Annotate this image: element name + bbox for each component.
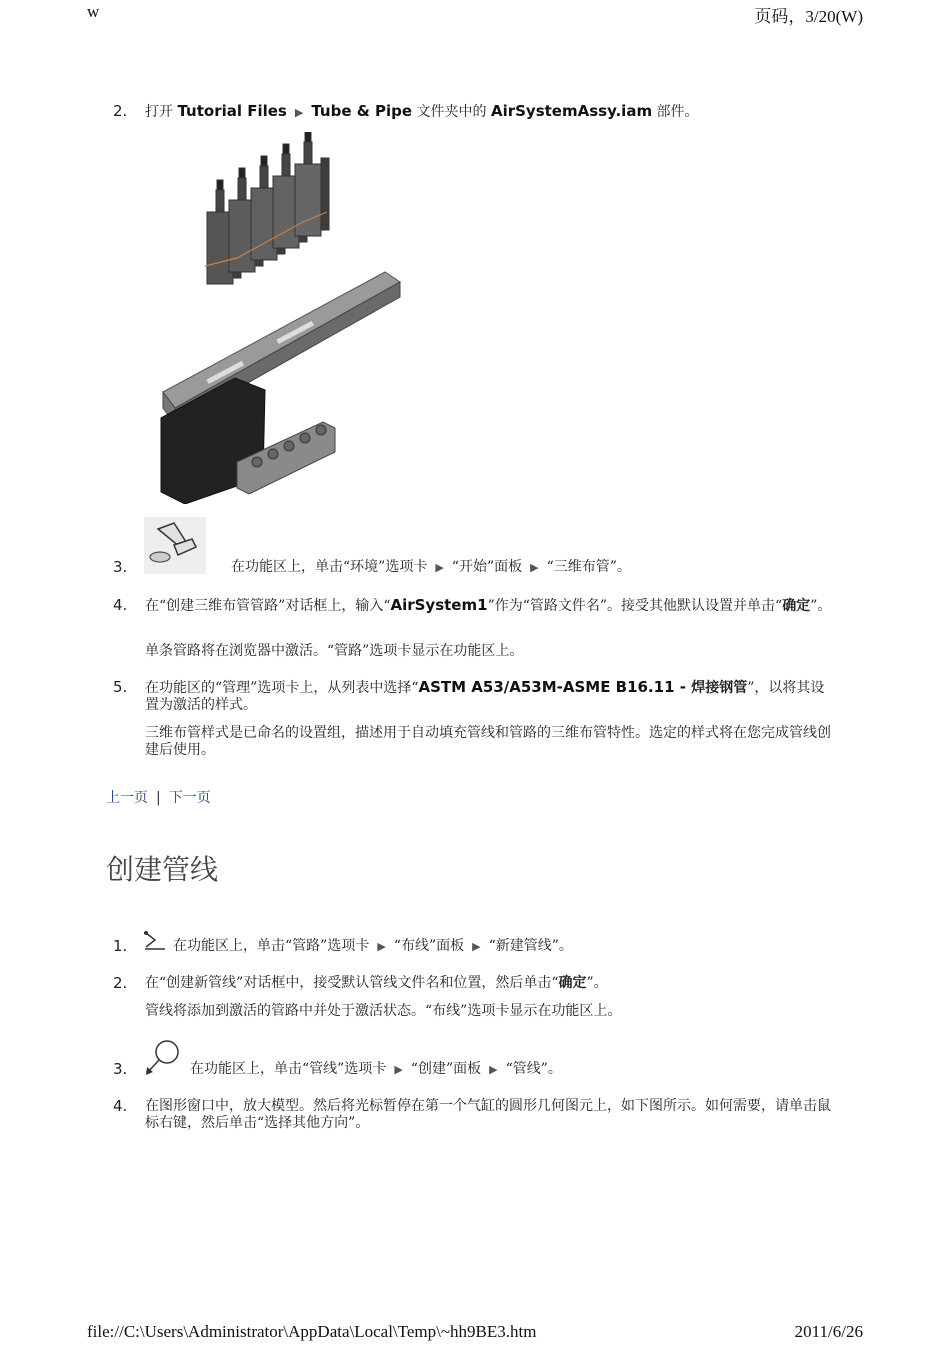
- step-number: 3.: [113, 1060, 128, 1078]
- route-pipe-icon[interactable]: [143, 1038, 183, 1083]
- step-text: 在“创建新管线”对话框中，接受默认管线文件名和位置，然后单击“: [145, 975, 559, 991]
- folder-tutorial-files: Tutorial Files: [177, 102, 287, 120]
- step-number: 4.: [113, 596, 128, 614]
- style-name: ASTM A53/A53M-ASME B16.11 -: [418, 678, 692, 696]
- route-step-2: [113, 975, 833, 995]
- step-text: 在“创建三维布管管路”对话框上，输入“: [145, 598, 391, 614]
- step-text: “创建”面板: [410, 1061, 482, 1077]
- route-step-4: [113, 1098, 833, 1138]
- step-5-note: 三维布管样式是已命名的设置组，描述用于自动填充管线和管路的三维布管特性。选定的样式将在您完成管线创建后使用。: [145, 725, 831, 758]
- step-text: 在功能区上，单击“环境”选项卡: [231, 559, 428, 575]
- run-file-name: AirSystem1: [390, 596, 488, 614]
- step-text: 在功能区上，单击“管线”选项卡: [190, 1061, 387, 1077]
- arrow-icon: ▶: [377, 940, 386, 953]
- step-text: 打开: [145, 104, 178, 120]
- header-left: w: [87, 2, 100, 21]
- assembly-file-name: AirSystemAssy.iam: [490, 102, 653, 120]
- step-text: ”。: [586, 975, 608, 991]
- step-5: [113, 679, 833, 719]
- arrow-icon: ▶: [394, 1063, 403, 1076]
- step-text: “布线”面板: [393, 938, 465, 954]
- footer-file-path: file://C:\Users\Administrator\AppData\Local\Temp\~hh9BE3.htm: [87, 1322, 537, 1341]
- step-4-note: 单条管路将在浏览器中激活。“管路”选项卡显示在功能区上。: [145, 643, 524, 659]
- step-text: ”作为“管路文件名”。接受其他默认设置并单击“: [487, 598, 783, 614]
- arrow-icon: ▶: [530, 561, 539, 574]
- route-step-2-note: 管线将添加到激活的管路中并处于激活状态。“布线”选项卡显示在功能区上。: [145, 1003, 622, 1019]
- prev-page-link[interactable]: 上一页: [106, 790, 148, 806]
- nav-divider: |: [156, 790, 161, 806]
- step-2: [113, 103, 833, 123]
- style-name-cn: 焊接钢管: [691, 680, 748, 696]
- step-text: ”，以将其设置为激活的样式。: [145, 680, 825, 713]
- new-route-icon[interactable]: [143, 930, 167, 957]
- step-number: 4.: [113, 1097, 128, 1115]
- arrow-icon: ▶: [489, 1063, 498, 1076]
- route-step-1: [113, 930, 833, 954]
- step-number: 2.: [113, 974, 128, 992]
- ok-label: 确定: [558, 975, 587, 991]
- step-text: ”。: [810, 598, 832, 614]
- step-text: 部件。: [652, 104, 699, 120]
- step-text: 在功能区的“管理”选项卡上，从列表中选择“: [145, 680, 419, 696]
- step-number: 5.: [113, 678, 128, 696]
- step-text: “三维布管”。: [546, 559, 631, 575]
- step-number: 3.: [113, 558, 128, 576]
- next-page-link[interactable]: 下一页: [168, 790, 211, 806]
- route-step-3: [113, 1038, 833, 1078]
- step-text: 在功能区上，单击“管路”选项卡: [173, 938, 370, 954]
- page-nav: [106, 787, 211, 807]
- step-text: “开始”面板: [451, 559, 523, 575]
- arrow-icon: ▶: [294, 106, 304, 119]
- step-text: 文件夹中的: [412, 104, 491, 120]
- header-page-number: 页码，3/20(W): [754, 7, 863, 26]
- step-text: “新建管线”。: [488, 938, 573, 954]
- footer-date: 2011/6/26: [794, 1322, 863, 1341]
- step-number: 1.: [113, 937, 128, 955]
- step-number: 2.: [113, 102, 128, 120]
- ok-label: 确定: [782, 598, 811, 614]
- assembly-image: [145, 132, 415, 504]
- 3d-routing-icon[interactable]: [144, 517, 206, 574]
- step-text: “管线”。: [505, 1061, 562, 1077]
- arrow-icon: ▶: [435, 561, 444, 574]
- arrow-icon: ▶: [472, 940, 481, 953]
- step-3: [113, 517, 833, 577]
- section-title: 创建管线: [106, 853, 219, 886]
- folder-tube-pipe: Tube & Pipe: [311, 102, 413, 120]
- step-text: 在图形窗口中，放大模型。然后将光标暂停在第一个气缸的圆形几何图元上，如下图所示。如何需要，请单击鼠标右键，然后单击“选择其他方向”。: [145, 1098, 831, 1131]
